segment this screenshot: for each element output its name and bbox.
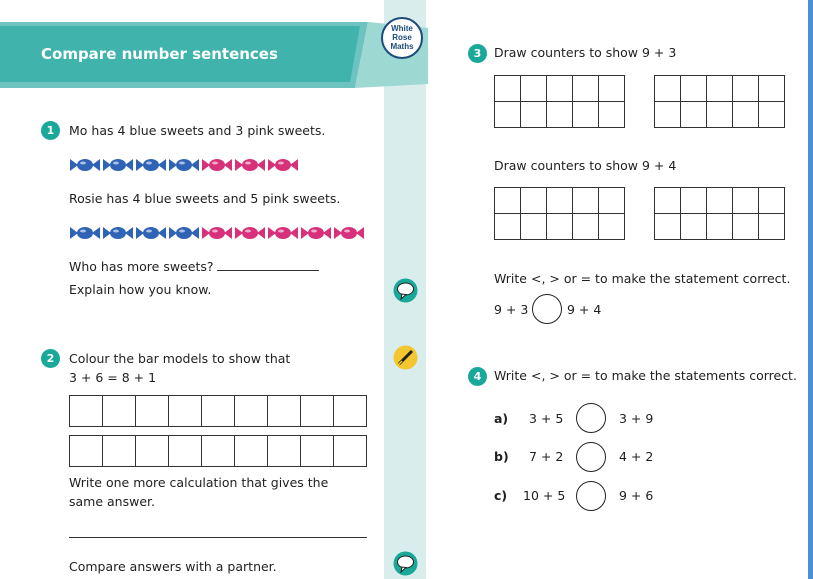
question-3-badge: 3 xyxy=(468,44,487,63)
q3-draw-2: Draw counters to show 9 + 4 xyxy=(494,158,677,173)
pink-sweet xyxy=(301,227,331,239)
pink-sweet xyxy=(202,159,232,171)
pink-sweet xyxy=(334,227,364,239)
question-1-badge: 1 xyxy=(41,121,60,140)
blue-sweet xyxy=(103,159,133,171)
q1-question: Who has more sweets? xyxy=(69,259,214,274)
question-4-badge: 4 xyxy=(468,367,487,386)
bar-model-2[interactable] xyxy=(69,435,367,467)
q2-more-1: Write one more calculation that gives the xyxy=(69,475,329,490)
q4-row-c-label: c) xyxy=(494,488,508,503)
pink-sweet xyxy=(235,227,265,239)
q2-text-2: 3 + 6 = 8 + 1 xyxy=(69,370,157,385)
q3-write: Write <, > or = to make the statement correct. xyxy=(494,271,791,286)
ten-frame-1[interactable] xyxy=(494,75,625,128)
q3-draw-1: Draw counters to show 9 + 3 xyxy=(494,45,677,60)
write-pencil-icon xyxy=(393,345,418,370)
pink-sweet xyxy=(202,227,232,239)
svg-text:White: White xyxy=(391,24,413,33)
q4-row-a-circle[interactable] xyxy=(576,403,606,433)
q3-left-expression: 9 + 3 xyxy=(494,302,529,317)
mo-sweets-row xyxy=(68,157,308,173)
svg-text:Maths: Maths xyxy=(390,42,414,51)
q1-explain: Explain how you know. xyxy=(69,282,212,297)
question-2-badge: 2 xyxy=(41,349,60,368)
blue-sweet xyxy=(136,159,166,171)
q4-row-a-label: a) xyxy=(494,411,509,426)
blue-sweet xyxy=(169,159,199,171)
q3-compare-circle[interactable] xyxy=(532,294,562,324)
blue-sweet xyxy=(103,227,133,239)
q1-text-mo: Mo has 4 blue sweets and 3 pink sweets. xyxy=(69,123,326,138)
q2-more-2: same answer. xyxy=(69,494,155,509)
q4-row-b-label: b) xyxy=(494,449,509,464)
discuss-icon-2 xyxy=(393,551,418,576)
q3-right-expression: 9 + 4 xyxy=(567,302,602,317)
q2-text-1: Colour the bar models to show that xyxy=(69,351,291,366)
blue-sweet xyxy=(136,227,166,239)
q4-row-a-left: 3 + 5 xyxy=(529,411,564,426)
white-rose-maths-logo xyxy=(380,16,424,60)
ten-frame-3[interactable] xyxy=(494,187,625,240)
pink-sweet xyxy=(235,159,265,171)
pink-sweet xyxy=(268,227,298,239)
q2-compare: Compare answers with a partner. xyxy=(69,559,277,574)
blue-sweet xyxy=(70,159,100,171)
q1-text-rosie: Rosie has 4 blue sweets and 5 pink sweets. xyxy=(69,191,341,206)
q4-text: Write <, > or = to make the statements correct. xyxy=(494,368,797,383)
q2-answer-line[interactable] xyxy=(69,537,367,538)
q4-row-b-right: 4 + 2 xyxy=(619,449,654,464)
ten-frame-2[interactable] xyxy=(654,75,785,128)
blue-sweet xyxy=(169,227,199,239)
q4-row-c-left: 10 + 5 xyxy=(523,488,566,503)
ten-frame-4[interactable] xyxy=(654,187,785,240)
discuss-icon xyxy=(393,278,418,303)
q4-row-a-right: 3 + 9 xyxy=(619,411,654,426)
page-title: Compare number sentences xyxy=(41,45,278,63)
q4-row-b-circle[interactable] xyxy=(576,442,606,472)
q4-row-b-left: 7 + 2 xyxy=(529,449,564,464)
svg-text:Rose: Rose xyxy=(392,33,412,42)
q4-row-c-right: 9 + 6 xyxy=(619,488,654,503)
page-edge-bar xyxy=(808,0,813,579)
rosie-sweets-row xyxy=(68,225,368,241)
pink-sweet xyxy=(268,159,298,171)
bar-model-1[interactable] xyxy=(69,395,367,427)
q1-answer-line[interactable] xyxy=(217,270,319,271)
q4-row-c-circle[interactable] xyxy=(576,481,606,511)
blue-sweet xyxy=(70,227,100,239)
